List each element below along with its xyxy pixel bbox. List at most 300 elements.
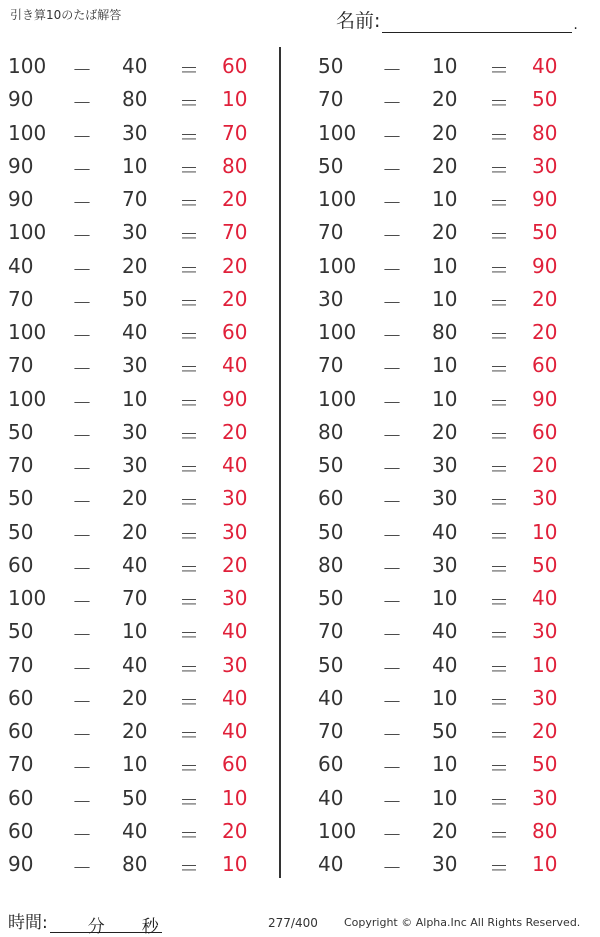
minuend: 60 (318, 486, 344, 511)
problem-row (318, 49, 568, 82)
equals-sign: ＝ (179, 656, 199, 681)
minuend: 60 (8, 785, 34, 810)
minuend: 100 (318, 386, 357, 411)
problem-column-right (318, 49, 568, 880)
answer: 30 (532, 619, 558, 644)
problem-row (8, 415, 258, 448)
subtrahend: 50 (432, 719, 458, 743)
equals-sign: ＝ (489, 457, 509, 481)
problem-row (318, 714, 568, 747)
answer: 20 (222, 286, 248, 311)
problem-row (8, 215, 258, 248)
minuend: 100 (318, 120, 357, 145)
minus-sign: － (382, 723, 402, 747)
problem-row (318, 182, 568, 215)
subtrahend: 40 (122, 552, 148, 577)
subtrahend: 10 (432, 187, 458, 211)
problem-row (8, 515, 258, 548)
minuend: 70 (318, 719, 344, 743)
equals-sign: ＝ (489, 257, 509, 282)
subtrahend: 10 (432, 286, 458, 311)
minus-sign: － (72, 357, 92, 382)
subtrahend: 30 (432, 852, 458, 876)
worksheet-title: 引き算10のたば解答 (10, 8, 122, 22)
minuend: 100 (318, 818, 357, 843)
column-divider (279, 47, 281, 878)
answer: 20 (532, 320, 558, 344)
subtrahend: 10 (122, 386, 148, 411)
minuend: 40 (8, 253, 34, 278)
subtrahend: 20 (432, 818, 458, 843)
answer: 40 (532, 586, 558, 610)
equals-sign: ＝ (489, 590, 509, 614)
minus-sign: － (382, 257, 402, 282)
minuend: 70 (318, 619, 344, 644)
subtrahend: 30 (122, 353, 148, 378)
minuend: 50 (8, 486, 34, 511)
minus-sign: － (72, 723, 92, 747)
minus-sign: － (72, 756, 92, 781)
minus-sign: － (72, 423, 92, 448)
minus-sign: － (72, 590, 92, 614)
equals-sign: ＝ (179, 390, 199, 415)
subtrahend: 10 (432, 386, 458, 411)
problem-row (8, 714, 258, 747)
equals-sign: ＝ (179, 324, 199, 348)
name-label: 名前: (336, 10, 381, 32)
equals-sign: ＝ (179, 124, 199, 149)
subtrahend: 30 (122, 453, 148, 477)
equals-sign: ＝ (179, 91, 199, 116)
equals-sign: ＝ (179, 556, 199, 581)
subtrahend: 40 (432, 652, 458, 677)
subtrahend: 20 (122, 685, 148, 710)
problem-row (8, 49, 258, 82)
subtrahend: 80 (122, 852, 148, 876)
minuend: 50 (318, 153, 344, 178)
minuend: 60 (8, 552, 34, 577)
minus-sign: － (382, 756, 402, 781)
time-label: 時間: (8, 913, 48, 933)
problem-row (318, 82, 568, 115)
equals-sign: ＝ (489, 157, 509, 182)
problem-row (318, 781, 568, 814)
subtrahend: 30 (122, 120, 148, 145)
subtrahend: 70 (122, 586, 148, 610)
equals-sign: ＝ (489, 689, 509, 714)
minuend: 50 (318, 54, 344, 78)
equals-sign: ＝ (179, 623, 199, 648)
subtrahend: 10 (432, 353, 458, 378)
problem-row (318, 282, 568, 315)
minuend: 70 (8, 353, 34, 378)
minus-sign: － (382, 224, 402, 249)
subtrahend: 20 (432, 220, 458, 245)
subtrahend: 80 (432, 320, 458, 344)
problem-row (8, 481, 258, 514)
minuend: 60 (318, 752, 344, 777)
answer: 90 (532, 386, 558, 411)
subtrahend: 80 (122, 87, 148, 112)
subtrahend: 10 (122, 153, 148, 178)
minuend: 100 (318, 253, 357, 278)
minus-sign: － (72, 523, 92, 548)
problem-row (8, 116, 258, 149)
answer: 80 (532, 818, 558, 843)
subtrahend: 50 (122, 286, 148, 311)
subtrahend: 40 (122, 54, 148, 78)
minuend: 70 (8, 453, 34, 477)
minus-sign: － (72, 324, 92, 348)
minus-sign: － (72, 656, 92, 681)
subtrahend: 20 (122, 486, 148, 511)
minus-sign: － (382, 556, 402, 581)
minuend: 40 (318, 852, 344, 876)
equals-sign: ＝ (489, 91, 509, 116)
minus-sign: － (382, 91, 402, 116)
minus-sign: － (382, 789, 402, 814)
answer: 70 (222, 220, 248, 245)
minuend: 80 (318, 419, 344, 444)
seconds-label: 秒 (141, 917, 159, 937)
problem-row (318, 215, 568, 248)
minuend: 90 (8, 87, 34, 112)
answer: 20 (222, 552, 248, 577)
answer: 30 (222, 486, 248, 511)
subtrahend: 10 (432, 785, 458, 810)
name-end-dot: . (573, 17, 578, 33)
problem-row (8, 249, 258, 282)
answer: 40 (222, 453, 248, 477)
minus-sign: － (72, 822, 92, 847)
problem-row (8, 747, 258, 780)
problem-row (8, 781, 258, 814)
problem-row (318, 648, 568, 681)
minuend: 60 (8, 719, 34, 743)
minus-sign: － (382, 324, 402, 348)
equals-sign: ＝ (489, 623, 509, 648)
minuend: 30 (318, 286, 344, 311)
problem-row (318, 481, 568, 514)
answer: 40 (222, 353, 248, 378)
problem-row (8, 581, 258, 614)
answer: 60 (222, 752, 248, 777)
minuend: 70 (318, 353, 344, 378)
problem-row (8, 448, 258, 481)
answer: 60 (222, 54, 248, 78)
equals-sign: ＝ (489, 490, 509, 515)
equals-sign: ＝ (489, 224, 509, 249)
minus-sign: － (72, 689, 92, 714)
minutes-label: 分 (87, 917, 105, 937)
subtrahend: 30 (432, 453, 458, 477)
problem-row (8, 149, 258, 182)
subtrahend: 10 (432, 752, 458, 777)
problem-row (8, 614, 258, 647)
equals-sign: ＝ (179, 590, 199, 614)
minuend: 80 (318, 552, 344, 577)
minus-sign: － (72, 191, 92, 215)
answer: 30 (222, 652, 248, 677)
minus-sign: － (72, 556, 92, 581)
answer: 60 (532, 353, 558, 378)
minus-sign: － (72, 257, 92, 282)
minus-sign: － (382, 58, 402, 82)
minuend: 100 (8, 120, 47, 145)
equals-sign: ＝ (489, 523, 509, 548)
minuend: 100 (8, 54, 47, 78)
problem-row (8, 282, 258, 315)
minuend: 50 (318, 586, 344, 610)
subtrahend: 10 (122, 752, 148, 777)
problem-column-left (8, 49, 258, 880)
minus-sign: － (382, 390, 402, 415)
minus-sign: － (72, 457, 92, 481)
problem-row (318, 149, 568, 182)
problem-row (318, 581, 568, 614)
subtrahend: 10 (432, 253, 458, 278)
subtrahend: 20 (432, 120, 458, 145)
minuend: 50 (318, 519, 344, 544)
subtrahend: 20 (432, 153, 458, 178)
minuend: 60 (8, 685, 34, 710)
minus-sign: － (382, 290, 402, 315)
answer: 90 (532, 187, 558, 211)
problem-row (318, 315, 568, 348)
problem-row (318, 382, 568, 415)
problem-row (8, 681, 258, 714)
answer: 40 (222, 719, 248, 743)
equals-sign: ＝ (489, 58, 509, 82)
minus-sign: － (382, 124, 402, 149)
equals-sign: ＝ (179, 856, 199, 880)
equals-sign: ＝ (489, 856, 509, 880)
problem-row (318, 448, 568, 481)
minuend: 70 (8, 652, 34, 677)
answer: 20 (532, 453, 558, 477)
subtrahend: 30 (432, 486, 458, 511)
minus-sign: － (382, 157, 402, 182)
answer: 80 (532, 120, 558, 145)
minuend: 100 (8, 386, 47, 411)
answer: 30 (532, 685, 558, 710)
minus-sign: － (382, 689, 402, 714)
minuend: 90 (8, 852, 34, 876)
problem-row (8, 648, 258, 681)
equals-sign: ＝ (489, 556, 509, 581)
answer: 30 (532, 153, 558, 178)
subtrahend: 40 (432, 619, 458, 644)
minus-sign: － (382, 423, 402, 448)
answer: 10 (222, 87, 248, 112)
answer: 20 (222, 818, 248, 843)
name-field (336, 6, 578, 33)
answer: 10 (222, 852, 248, 876)
minuend: 100 (8, 586, 47, 610)
equals-sign: ＝ (179, 689, 199, 714)
equals-sign: ＝ (179, 58, 199, 82)
minuend: 90 (8, 187, 34, 211)
equals-sign: ＝ (489, 656, 509, 681)
minuend: 90 (8, 153, 34, 178)
minus-sign: － (382, 191, 402, 215)
minuend: 100 (8, 220, 47, 245)
minus-sign: － (382, 457, 402, 481)
minuend: 100 (318, 187, 357, 211)
subtrahend: 40 (432, 519, 458, 544)
answer: 90 (222, 386, 248, 411)
problem-row (8, 382, 258, 415)
minuend: 50 (8, 519, 34, 544)
equals-sign: ＝ (179, 756, 199, 781)
equals-sign: ＝ (179, 789, 199, 814)
answer: 50 (532, 220, 558, 245)
answer: 40 (532, 54, 558, 78)
problem-row (318, 614, 568, 647)
minus-sign: － (72, 224, 92, 249)
equals-sign: ＝ (489, 290, 509, 315)
equals-sign: ＝ (489, 423, 509, 448)
subtrahend: 70 (122, 187, 148, 211)
problem-row (8, 847, 258, 880)
equals-sign: ＝ (489, 324, 509, 348)
subtrahend: 10 (432, 685, 458, 710)
minuend: 70 (318, 220, 344, 245)
problem-row (8, 348, 258, 381)
equals-sign: ＝ (179, 290, 199, 315)
subtrahend: 40 (122, 652, 148, 677)
answer: 40 (222, 619, 248, 644)
problem-row (318, 814, 568, 847)
problem-row (318, 847, 568, 880)
problem-row (318, 515, 568, 548)
minuend: 100 (8, 320, 47, 344)
answer: 20 (222, 419, 248, 444)
minuend: 50 (318, 652, 344, 677)
minuend: 40 (318, 785, 344, 810)
answer: 80 (222, 153, 248, 178)
minuend: 40 (318, 685, 344, 710)
answer: 50 (532, 752, 558, 777)
minus-sign: － (382, 656, 402, 681)
minus-sign: － (72, 290, 92, 315)
minus-sign: － (382, 822, 402, 847)
equals-sign: ＝ (179, 257, 199, 282)
problem-row (8, 548, 258, 581)
problem-row (8, 82, 258, 115)
minuend: 70 (8, 286, 34, 311)
answer: 70 (222, 120, 248, 145)
equals-sign: ＝ (179, 822, 199, 847)
answer: 60 (222, 320, 248, 344)
subtrahend: 30 (122, 419, 148, 444)
minus-sign: － (382, 523, 402, 548)
subtrahend: 40 (122, 320, 148, 344)
minus-sign: － (382, 357, 402, 382)
minus-sign: － (72, 490, 92, 515)
equals-sign: ＝ (489, 390, 509, 415)
answer: 30 (532, 785, 558, 810)
equals-sign: ＝ (179, 157, 199, 182)
answer: 10 (222, 785, 248, 810)
equals-sign: ＝ (179, 191, 199, 215)
equals-sign: ＝ (179, 224, 199, 249)
answer: 30 (532, 486, 558, 511)
problem-row (318, 548, 568, 581)
copyright-notice: Copyright © Alpha.Inc All Rights Reserved. (344, 916, 581, 929)
equals-sign: ＝ (489, 723, 509, 747)
subtrahend: 30 (122, 220, 148, 245)
minuend: 50 (8, 619, 34, 644)
subtrahend: 10 (432, 54, 458, 78)
equals-sign: ＝ (489, 789, 509, 814)
minus-sign: － (72, 91, 92, 116)
equals-sign: ＝ (179, 423, 199, 448)
answer: 30 (222, 519, 248, 544)
answer: 30 (222, 586, 248, 610)
answer: 40 (222, 685, 248, 710)
subtrahend: 20 (432, 419, 458, 444)
answer: 60 (532, 419, 558, 444)
answer: 20 (222, 187, 248, 211)
page-number: 277/400 (268, 916, 318, 930)
equals-sign: ＝ (489, 124, 509, 149)
minus-sign: － (72, 157, 92, 182)
answer: 10 (532, 519, 558, 544)
problem-row (318, 116, 568, 149)
problem-row (318, 415, 568, 448)
minus-sign: － (72, 623, 92, 648)
minuend: 70 (8, 752, 34, 777)
subtrahend: 20 (432, 87, 458, 112)
subtrahend: 20 (122, 519, 148, 544)
problem-row (8, 182, 258, 215)
minus-sign: － (72, 58, 92, 82)
minus-sign: － (72, 789, 92, 814)
subtrahend: 10 (122, 619, 148, 644)
subtrahend: 20 (122, 253, 148, 278)
subtrahend: 10 (432, 586, 458, 610)
problem-row (8, 315, 258, 348)
problem-row (318, 681, 568, 714)
answer: 10 (532, 852, 558, 876)
equals-sign: ＝ (489, 756, 509, 781)
subtrahend: 30 (432, 552, 458, 577)
minus-sign: － (382, 490, 402, 515)
problem-row (318, 348, 568, 381)
minuend: 100 (318, 320, 357, 344)
minus-sign: － (72, 390, 92, 415)
minuend: 50 (8, 419, 34, 444)
minus-sign: － (72, 856, 92, 880)
equals-sign: ＝ (489, 822, 509, 847)
answer: 20 (222, 253, 248, 278)
time-field (8, 908, 162, 937)
minuend: 60 (8, 818, 34, 843)
subtrahend: 40 (122, 818, 148, 843)
name-blank-line (382, 12, 572, 33)
equals-sign: ＝ (489, 191, 509, 215)
problem-row (318, 249, 568, 282)
equals-sign: ＝ (179, 490, 199, 515)
equals-sign: ＝ (179, 523, 199, 548)
subtrahend: 50 (122, 785, 148, 810)
equals-sign: ＝ (179, 357, 199, 382)
problem-row (318, 747, 568, 780)
answer: 50 (532, 87, 558, 112)
equals-sign: ＝ (179, 457, 199, 481)
minus-sign: － (382, 856, 402, 880)
